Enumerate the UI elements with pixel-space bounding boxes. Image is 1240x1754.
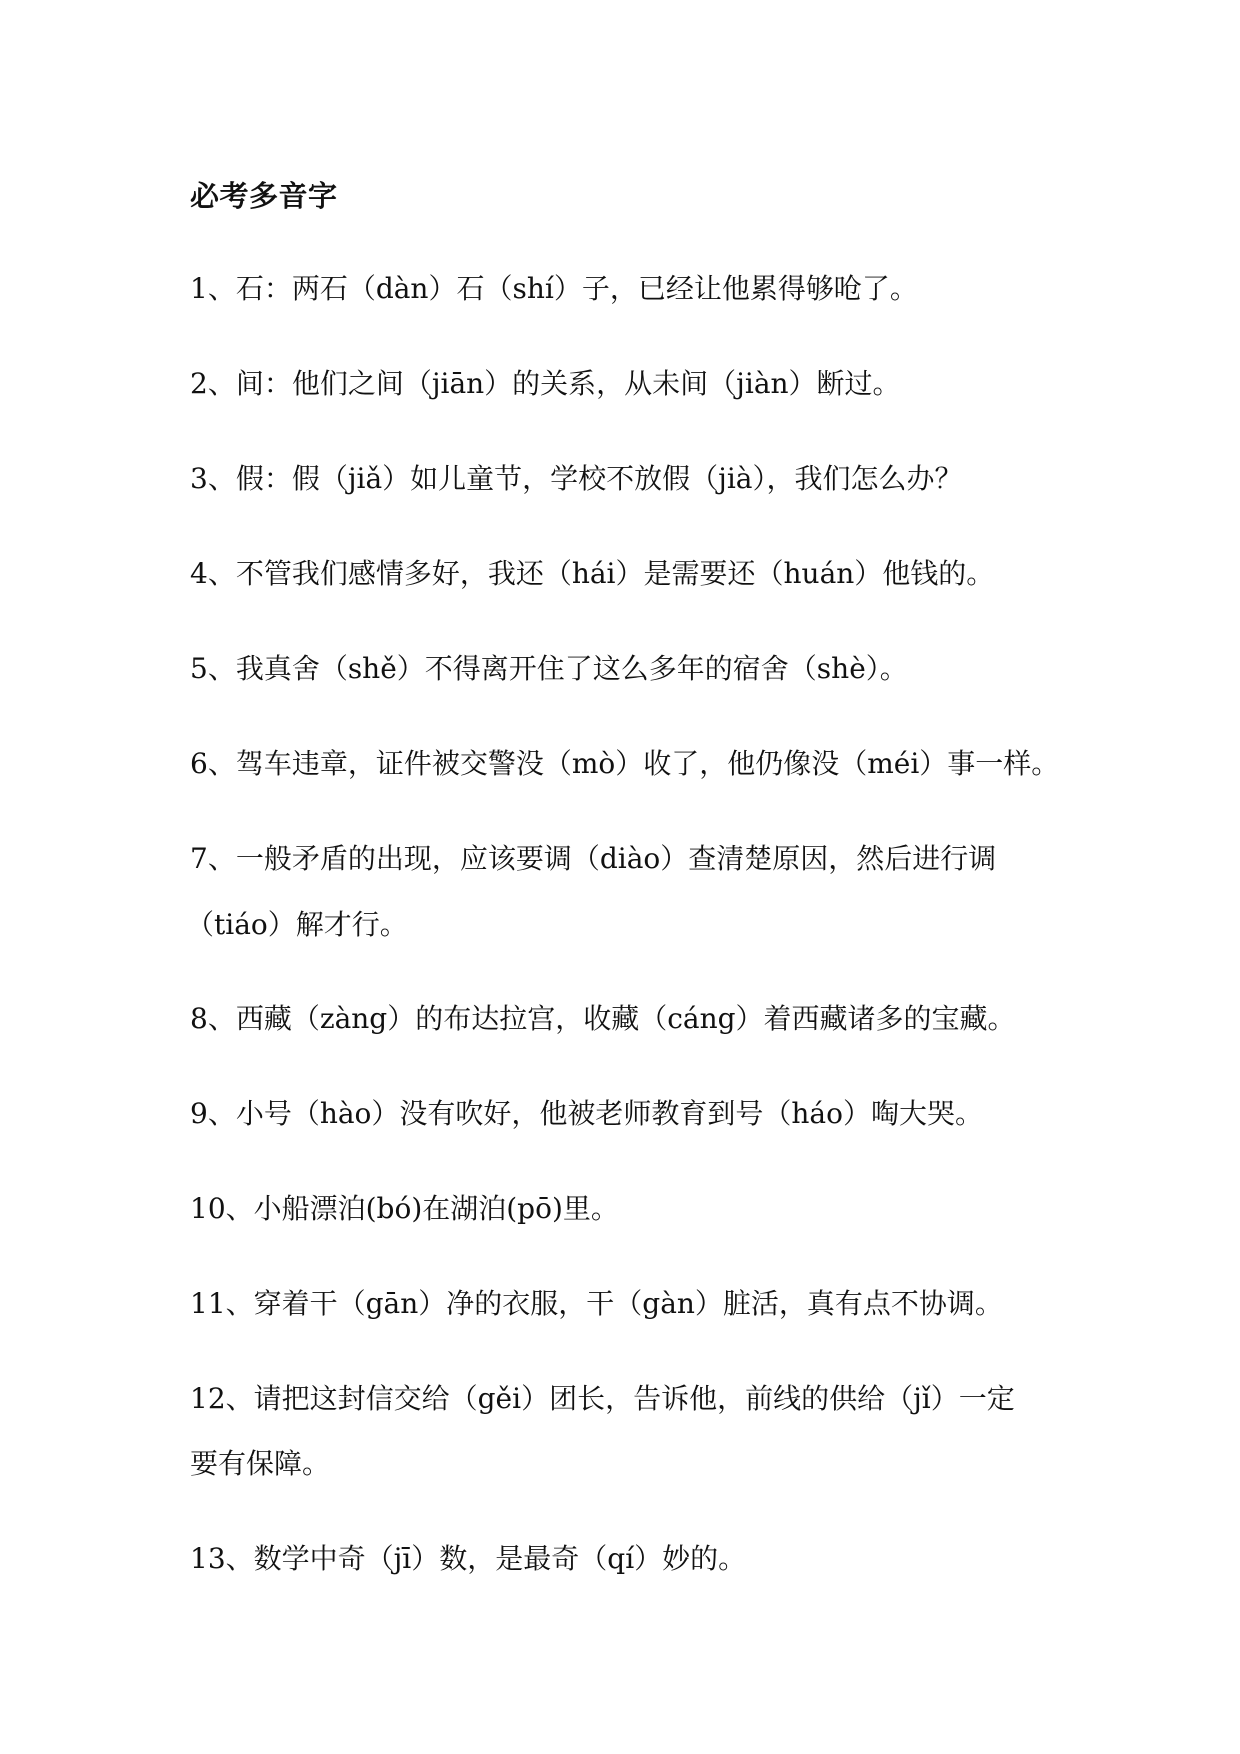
- item-12-line-2: 要有保障。: [190, 1447, 331, 1480]
- item-7-line-1: 7、一般矛盾的出现，应该要调（diào）查清楚原因，然后进行调: [190, 842, 997, 875]
- item-6: 6、驾车违章，证件被交警没（mò）收了，他仍像没（méi）事一样。: [190, 747, 1060, 780]
- item-9: 9、小号（hào）没有吹好，他被老师教育到号（háo）啕大哭。: [190, 1097, 983, 1130]
- item-5: 5、我真舍（shě）不得离开住了这么多年的宿舍（shè）。: [190, 652, 908, 685]
- item-10: 10、小船漂泊(bó)在湖泊(pō)里。: [190, 1192, 619, 1225]
- item-4: 4、不管我们感情多好，我还（hái）是需要还（huán）他钱的。: [190, 557, 995, 590]
- item-1: 1、石：两石（dàn）石（shí）子，已经让他累得够呛了。: [190, 272, 918, 305]
- item-8: 8、西藏（zàng）的布达拉宫，收藏（cáng）着西藏诸多的宝藏。: [190, 1002, 1016, 1035]
- item-3: 3、假：假（jiǎ）如儿童节，学校不放假（jià），我们怎么办？: [190, 462, 963, 495]
- item-13: 13、数学中奇（jī）数，是最奇（qí）妙的。: [190, 1542, 747, 1575]
- page-title: 必考多音字: [190, 179, 338, 213]
- item-2: 2、间：他们之间（jiān）的关系，从未间（jiàn）断过。: [190, 367, 901, 400]
- item-12-line-1: 12、请把这封信交给（gěi）团长，告诉他，前线的供给（jǐ）一定: [190, 1382, 1015, 1415]
- item-11: 11、穿着干（gān）净的衣服，干（gàn）脏活，真有点不协调。: [190, 1287, 1003, 1320]
- item-7-line-2: （tiáo）解才行。: [186, 908, 408, 941]
